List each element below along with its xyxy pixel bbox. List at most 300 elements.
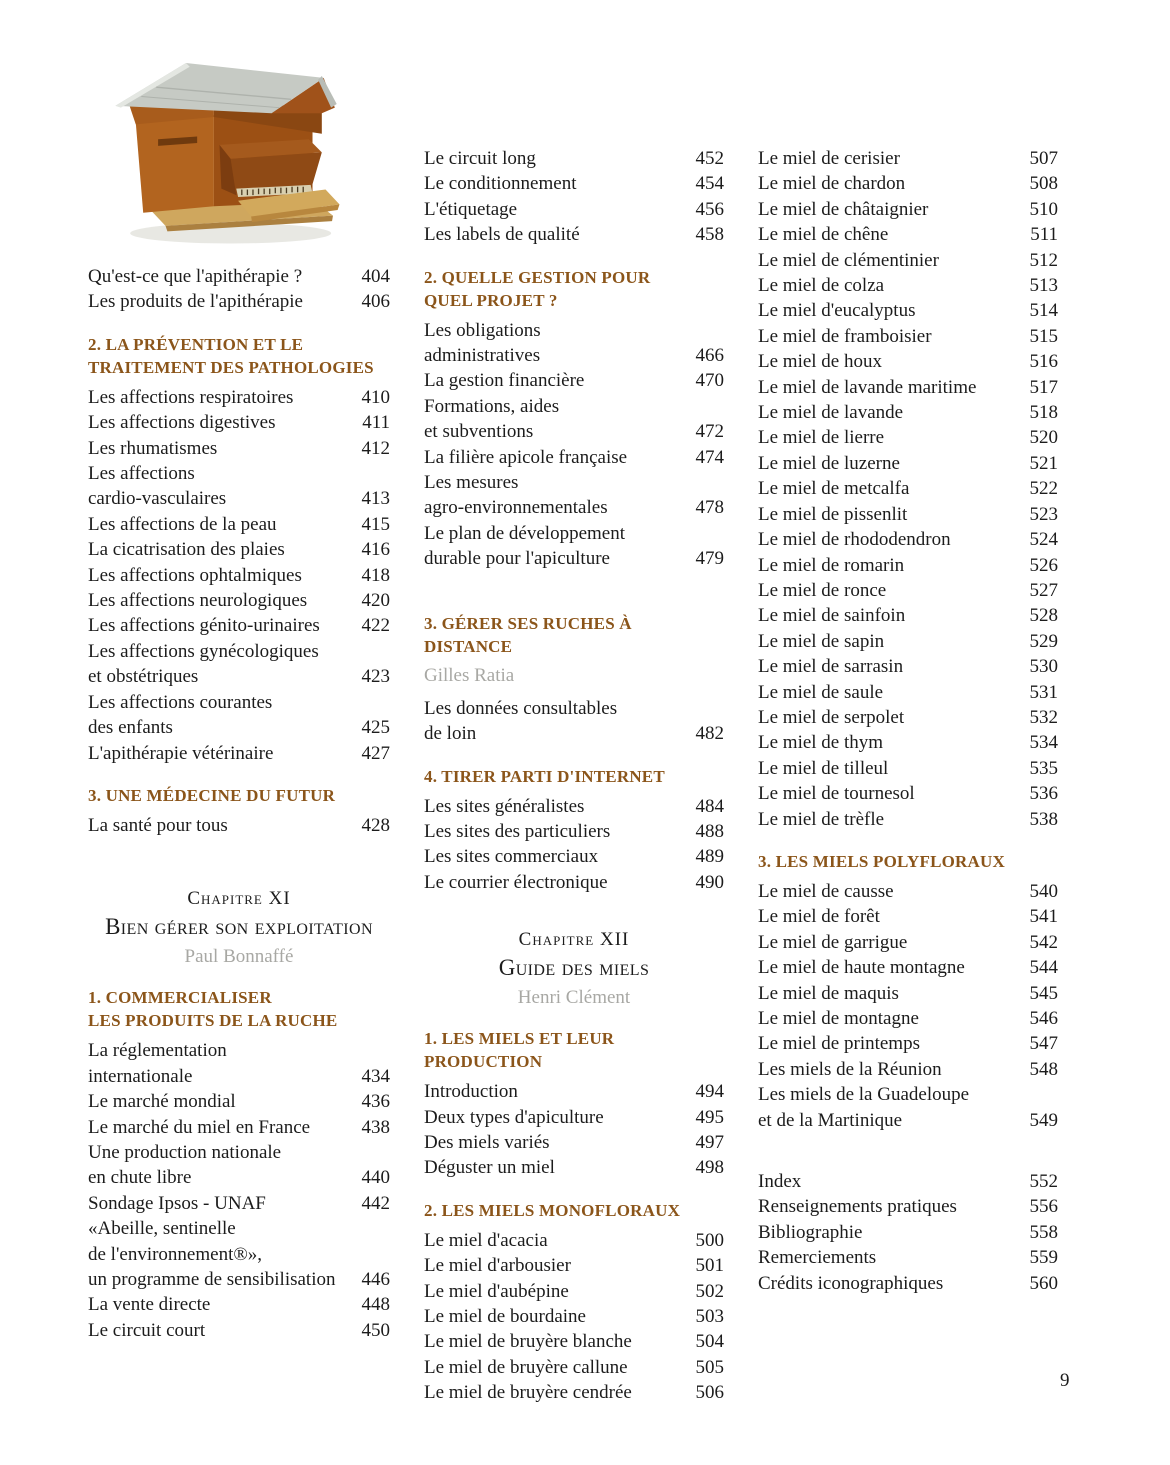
toc-entry-row (758, 248, 1058, 273)
toc-entry-label: Le miel de causse (758, 880, 894, 902)
section-heading-line: 1. LES MIELS ET LEUR PRODUCTION (424, 1029, 615, 1072)
toc-entry-page: 512 (1029, 249, 1058, 271)
toc-entry-label: Le circuit court (88, 1319, 206, 1341)
toc-entry-page: 472 (695, 421, 724, 443)
toc-entry-label: agro-environnementales (424, 497, 608, 519)
toc-entry-row (758, 629, 1058, 654)
toc-entry-row (424, 546, 724, 571)
toc-entry-label: Le miel de bruyère cendrée (424, 1382, 632, 1404)
toc-entry-label: Index (758, 1171, 802, 1193)
toc-entry-row (758, 730, 1058, 755)
toc-entry-row (88, 813, 390, 838)
toc-entry-page: 428 (361, 814, 390, 836)
toc-entry-page: 422 (361, 615, 390, 637)
toc-entry-page: 534 (1029, 732, 1058, 754)
toc-entry-row (758, 222, 1058, 247)
toc-entry-label: de l'environnement®», (88, 1243, 263, 1265)
toc-entry-page: 545 (1029, 982, 1058, 1004)
section-heading (88, 986, 390, 1032)
toc-entry-page: 418 (361, 564, 390, 586)
toc-entry-label: Le miel de chêne (758, 224, 889, 246)
toc-entry-label: Les miels de la Guadeloupe (758, 1084, 970, 1106)
chapter-title: Guide des miels (498, 955, 650, 981)
toc-entry-label: Le miel de saule (758, 681, 884, 703)
toc-entry-label: Le miel de cerisier (758, 148, 900, 169)
toc-entry-page: 452 (695, 148, 724, 169)
column-left (88, 50, 390, 1343)
section-heading-line: 4. TIRER PARTI D'INTERNET (424, 766, 665, 786)
toc-entry-row (758, 781, 1058, 806)
toc-entry-page: 548 (1029, 1058, 1058, 1080)
toc-entry-row (758, 476, 1058, 501)
spacer (424, 572, 724, 594)
toc-entry-page: 535 (1029, 757, 1058, 779)
toc-entry-label: Le miel de lierre (758, 427, 885, 449)
toc-entry-row (88, 1216, 390, 1241)
toc-entry-row (88, 385, 390, 410)
toc-entry-label: Les sites commerciaux (424, 846, 599, 868)
toc-entry-page: 503 (695, 1305, 724, 1327)
toc-entry-page: 498 (695, 1157, 724, 1179)
toc-entry-page: 494 (695, 1081, 724, 1103)
toc-entry-label: Le miel de sapin (758, 630, 885, 652)
toc-entry-row (424, 1304, 724, 1329)
toc-entry-label: Sondage Ipsos - UNAF (88, 1192, 266, 1214)
toc-entry-page: 434 (361, 1065, 390, 1087)
toc-entry-page: 527 (1029, 579, 1058, 601)
toc-entry-page: 474 (695, 446, 724, 468)
toc-entry-group (758, 146, 1058, 832)
toc-entry-row (758, 981, 1058, 1006)
toc-entry-row (424, 368, 724, 393)
toc-entry-label: Les affections ophtalmiques (88, 564, 302, 586)
toc-entry-label: Le miel de bourdaine (424, 1305, 586, 1327)
chapter-block (424, 929, 724, 1009)
toc-entry-label: Le miel d'aubépine (424, 1280, 569, 1302)
toc-entry-row (424, 1130, 724, 1155)
toc-entry-row (88, 1089, 390, 1114)
toc-entry-page: 436 (361, 1091, 390, 1113)
toc-entry-label: Le circuit long (424, 148, 536, 169)
toc-entry-page: 415 (361, 513, 390, 535)
toc-entry-label: Les affections de la peau (88, 513, 277, 535)
toc-entry-page: 406 (361, 291, 390, 313)
toc-entry-group (424, 794, 724, 896)
toc-entry-page: 470 (695, 370, 724, 392)
toc-entry-page: 510 (1029, 198, 1058, 220)
toc-entry-page: 484 (695, 795, 724, 817)
spacer (88, 838, 390, 868)
toc-entry-page: 529 (1029, 630, 1058, 652)
section-heading (424, 266, 724, 312)
toc-entry-label: Le miel d'arbousier (424, 1255, 571, 1277)
toc-entry-label: La réglementation (88, 1040, 227, 1062)
toc-entry-page: 490 (695, 871, 724, 893)
toc-entry-page: 466 (695, 345, 724, 367)
toc-entry-page: 454 (695, 173, 724, 195)
toc-entry-row (88, 1165, 390, 1190)
toc-entry-page: 442 (361, 1192, 390, 1214)
toc-entry-group (88, 1038, 390, 1343)
toc-entry-row (88, 588, 390, 613)
toc-entry-row (758, 1271, 1058, 1296)
toc-entry-page: 540 (1029, 880, 1058, 902)
toc-entry-page: 410 (361, 386, 390, 408)
toc-entry-row (424, 1253, 724, 1278)
column-middle (424, 146, 724, 1406)
toc-entry-page: 505 (695, 1356, 724, 1378)
toc-entry-page: 544 (1029, 957, 1058, 979)
toc-entry-row (758, 1220, 1058, 1245)
toc-entry-row (424, 844, 724, 869)
toc-entry-page: 515 (1029, 325, 1058, 347)
toc-entry-label: Le miel de sarrasin (758, 656, 904, 678)
toc-entry-page: 530 (1029, 656, 1058, 678)
chapter-kicker: Chapitre XI (187, 888, 291, 910)
toc-entry-label: Le marché du miel en France (88, 1116, 311, 1138)
toc-entry-page: 541 (1029, 906, 1058, 928)
toc-entry-label: La filière apicole française (424, 446, 628, 468)
toc-entry-page: 560 (1029, 1272, 1058, 1294)
toc-entry-label: Le miel de garrigue (758, 931, 908, 953)
toc-entry-label: Le miel de houx (758, 351, 882, 373)
toc-entry-row (424, 1279, 724, 1304)
section-heading (424, 612, 724, 658)
toc-entry-row (424, 445, 724, 470)
toc-entry-row (424, 419, 724, 444)
toc-entry-page: 448 (361, 1294, 390, 1316)
toc-entry-label: Le miel de metcalfa (758, 478, 910, 500)
beehive-illustration (100, 50, 352, 250)
toc-entry-row (88, 715, 390, 740)
toc-entry-page: 546 (1029, 1008, 1058, 1029)
toc-entry-row (758, 1006, 1058, 1031)
toc-entry-group (88, 813, 390, 838)
toc-entry-label: Le marché mondial (88, 1091, 236, 1113)
toc-entry-label: Les labels de qualité (424, 224, 580, 246)
toc-entry-page: 526 (1029, 554, 1058, 576)
toc-entry-row (88, 690, 390, 715)
toc-entry-label: La vente directe (88, 1294, 211, 1316)
toc-entry-row (424, 521, 724, 546)
toc-entry-row (758, 553, 1058, 578)
toc-entry-row (758, 654, 1058, 679)
toc-entry-page: 500 (695, 1229, 724, 1251)
toc-entry-page: 532 (1029, 706, 1058, 728)
toc-entry-page: 412 (361, 437, 390, 459)
toc-entry-row (88, 410, 390, 435)
author-line: Gilles Ratia (424, 664, 515, 686)
toc-entry-page: 416 (361, 539, 390, 561)
spacer (424, 688, 724, 696)
toc-entry-group (424, 1079, 724, 1181)
toc-entry-group (758, 1169, 1058, 1296)
chapter-kicker: Chapitre XII (518, 929, 630, 951)
toc-entry-row (88, 512, 390, 537)
toc-entry-page: 521 (1029, 452, 1058, 474)
toc-entry-page: 425 (361, 717, 390, 739)
toc-entry-label: Le miel de tilleul (758, 757, 889, 779)
toc-entry-label: Le miel de lavande maritime (758, 376, 977, 398)
toc-entry-label: Remerciements (758, 1247, 877, 1269)
toc-entry-label: Renseignements pratiques (758, 1196, 957, 1218)
toc-entry-page: 547 (1029, 1033, 1058, 1055)
toc-entry-row (424, 1228, 724, 1253)
toc-entry-row (424, 1155, 724, 1180)
toc-entry-label: Les affections digestives (88, 412, 276, 434)
toc-entry-row (88, 639, 390, 664)
toc-entry-label: Les mesures (424, 472, 519, 494)
toc-entry-page: 456 (695, 198, 724, 220)
toc-entry-label: Le miel de haute montagne (758, 957, 965, 979)
toc-entry-row (758, 879, 1058, 904)
toc-entry-row (758, 955, 1058, 980)
toc-entry-page: 504 (695, 1331, 724, 1353)
section-heading-line: TRAITEMENT DES PATHOLOGIES (88, 357, 374, 377)
toc-entry-page: 497 (695, 1131, 724, 1153)
toc-entry-page: 446 (361, 1268, 390, 1290)
chapter-title: Bien gérer son exploitation (105, 914, 373, 940)
toc-entry-label: internationale (88, 1065, 193, 1087)
toc-entry-row (758, 273, 1058, 298)
toc-entry-page: 536 (1029, 783, 1058, 805)
toc-entry-row (88, 1318, 390, 1343)
section-heading (424, 1027, 724, 1073)
toc-entry-label: de loin (424, 723, 477, 745)
toc-entry-page: 423 (361, 666, 390, 688)
toc-entry-page: 488 (695, 820, 724, 842)
section-heading-line: 2. LA PRÉVENTION ET LE (88, 334, 304, 354)
toc-entry-row (424, 1105, 724, 1130)
toc-entry-label: Le miel de rhododendron (758, 529, 951, 551)
toc-entry-row (88, 289, 390, 314)
toc-entry-label: Le miel de framboisier (758, 325, 932, 347)
toc-entry-page: 482 (695, 723, 724, 745)
toc-entry-page: 559 (1029, 1247, 1058, 1269)
toc-entry-label: Qu'est-ce que l'apithérapie ? (88, 266, 303, 287)
toc-entry-row (88, 741, 390, 766)
toc-entry-page: 411 (362, 412, 390, 434)
toc-entry-row (88, 1191, 390, 1216)
toc-entry-row (88, 486, 390, 511)
toc-entry-label: Les affections (88, 463, 195, 485)
toc-entry-label: Introduction (424, 1081, 518, 1103)
toc-entry-label: Le miel de tournesol (758, 783, 915, 805)
toc-entry-row (758, 400, 1058, 425)
toc-entry-row (758, 930, 1058, 955)
toc-entry-page: 520 (1029, 427, 1058, 449)
section-heading (88, 784, 390, 807)
toc-entry-page: 489 (695, 846, 724, 868)
section-heading (758, 850, 1058, 873)
section-heading-line: 2. LES MIELS MONOFLORAUX (424, 1200, 681, 1220)
toc-entry-label: Des miels variés (424, 1131, 550, 1153)
toc-entry-page: 506 (695, 1382, 724, 1404)
toc-entry-row (758, 451, 1058, 476)
toc-entry-row (88, 1267, 390, 1292)
toc-entry-label: Le courrier électronique (424, 871, 608, 893)
toc-entry-row (424, 1079, 724, 1104)
toc-entry-label: administratives (424, 345, 541, 367)
toc-entry-row (88, 1292, 390, 1317)
toc-entry-page: 524 (1029, 529, 1058, 551)
toc-entry-row (424, 794, 724, 819)
section-heading-line: 2. QUELLE GESTION POUR (424, 267, 651, 287)
toc-entry-label: L'apithérapie vétérinaire (88, 742, 274, 764)
toc-entry-row (758, 527, 1058, 552)
toc-entry-label: Une production nationale (88, 1141, 282, 1163)
toc-entry-page: 479 (695, 548, 724, 570)
section-heading (88, 333, 390, 379)
toc-entry-row (424, 470, 724, 495)
toc-entry-label: Les produits de l'apithérapie (88, 291, 303, 313)
toc-entry-page: 513 (1029, 275, 1058, 297)
toc-entry-label: cardio-vasculaires (88, 488, 227, 510)
toc-entry-label: Les données consultables (424, 697, 618, 719)
toc-entry-row (88, 436, 390, 461)
toc-entry-page: 478 (695, 497, 724, 519)
toc-entry-page: 538 (1029, 808, 1058, 830)
section-heading (424, 765, 724, 788)
toc-entry-row (88, 1038, 390, 1063)
toc-entry-row (758, 756, 1058, 781)
toc-entry-row (758, 324, 1058, 349)
toc-entry-row (88, 264, 390, 289)
toc-entry-label: «Abeille, sentinelle (88, 1218, 236, 1240)
toc-entry-label: Les rhumatismes (88, 437, 218, 459)
column-right (758, 146, 1058, 1296)
toc-entry-label: Les affections neurologiques (88, 590, 308, 612)
chapter-author: Paul Bonnaffé (184, 946, 294, 968)
toc-entry-row (88, 1140, 390, 1165)
toc-entry-page: 404 (361, 266, 390, 287)
toc-entry-row (758, 375, 1058, 400)
toc-entry-label: Le miel de romarin (758, 554, 905, 576)
toc-entry-label: Le miel de clémentinier (758, 249, 939, 271)
toc-entry-label: Le miel de chardon (758, 173, 906, 195)
toc-entry-row (424, 1355, 724, 1380)
toc-entry-label: L'étiquetage (424, 198, 518, 220)
toc-entry-row (88, 1115, 390, 1140)
beehive-photo (100, 50, 352, 250)
toc-entry-page: 516 (1029, 351, 1058, 373)
section-heading-line: 3. GÉRER SES RUCHES À DISTANCE (424, 613, 632, 656)
toc-entry-page: 511 (1030, 224, 1058, 246)
toc-entry-row (424, 394, 724, 419)
toc-entry-row (424, 1380, 724, 1405)
toc-entry-row (758, 197, 1058, 222)
toc-entry-label: un programme de sensibilisation (88, 1268, 336, 1290)
toc-entry-label: La gestion financière (424, 370, 585, 392)
chapter-author: Henri Clément (517, 987, 631, 1009)
toc-entry-group (424, 696, 724, 747)
toc-entry-row (88, 1242, 390, 1267)
toc-entry-page: 413 (361, 488, 390, 510)
toc-entry-label: Formations, aides (424, 395, 560, 417)
toc-entry-label: Le conditionnement (424, 173, 577, 195)
toc-entry-page: 450 (361, 1319, 390, 1341)
toc-entry-label: Le miel de maquis (758, 982, 899, 1004)
toc-entry-row (88, 563, 390, 588)
toc-entry-label: Déguster un miel (424, 1157, 555, 1179)
toc-entry-page: 522 (1029, 478, 1058, 500)
toc-entry-row (424, 721, 724, 746)
toc-entry-group (424, 318, 724, 572)
toc-entry-row (424, 343, 724, 368)
toc-entry-page: 542 (1029, 931, 1058, 953)
toc-entry-row (758, 1194, 1058, 1219)
toc-entry-label: Le miel de forêt (758, 906, 880, 928)
toc-entry-label: Le miel de châtaignier (758, 198, 929, 220)
toc-entry-row (758, 578, 1058, 603)
toc-entry-label: et de la Martinique (758, 1109, 903, 1131)
toc-entry-group (758, 879, 1058, 1133)
toc-entry-label: Les sites généralistes (424, 795, 585, 817)
toc-entry-row (758, 807, 1058, 832)
toc-entry-row (88, 613, 390, 638)
toc-entry-label: Deux types d'apiculture (424, 1106, 604, 1128)
toc-entry-row (424, 495, 724, 520)
toc-entry-page: 458 (695, 224, 724, 246)
toc-entry-group (88, 385, 390, 766)
toc-entry-label: Crédits iconographiques (758, 1272, 944, 1294)
toc-entry-page: 495 (695, 1106, 724, 1128)
toc-entry-label: Le miel de thym (758, 732, 884, 754)
section-heading (424, 1199, 724, 1222)
toc-entry-label: Les miels de la Réunion (758, 1058, 942, 1080)
toc-entry-label: Les affections courantes (88, 691, 273, 713)
toc-entry-row (758, 502, 1058, 527)
toc-entry-page: 556 (1029, 1196, 1058, 1218)
section-heading-line: 3. LES MIELS POLYFLORAUX (758, 851, 1005, 871)
toc-entry-row (758, 171, 1058, 196)
toc-entry-row (758, 1169, 1058, 1194)
spacer (424, 895, 724, 909)
toc-entry-page: 518 (1029, 402, 1058, 424)
toc-entry-label: Le plan de développement (424, 522, 626, 544)
toc-entry-label: Le miel de lavande (758, 402, 904, 424)
toc-entry-row (758, 1057, 1058, 1082)
toc-entry-label: Le miel de montagne (758, 1008, 919, 1029)
toc-entry-label: Le miel de sainfoin (758, 605, 906, 627)
toc-entry-label: Les affections génito-urinaires (88, 615, 320, 637)
toc-entry-row (758, 1245, 1058, 1270)
toc-entry-page: 440 (361, 1167, 390, 1189)
toc-entry-label: Les affections respiratoires (88, 386, 294, 408)
toc-entry-label: et obstétriques (88, 666, 199, 688)
toc-entry-page: 552 (1029, 1171, 1058, 1193)
toc-entry-page: 508 (1029, 173, 1058, 195)
toc-entry-row (424, 696, 724, 721)
toc-entry-label: Le miel de luzerne (758, 452, 900, 474)
toc-entry-page: 558 (1029, 1221, 1058, 1243)
toc-entry-row (758, 146, 1058, 171)
toc-entry-page: 502 (695, 1280, 724, 1302)
toc-entry-row (424, 318, 724, 343)
toc-entry-label: durable pour l'apiculture (424, 548, 610, 570)
toc-entry-page: 427 (361, 742, 390, 764)
toc-entry-group (424, 146, 724, 248)
section-heading-line: QUEL PROJET ? (424, 290, 558, 310)
toc-entry-row (424, 1329, 724, 1354)
toc-entry-page: 438 (361, 1116, 390, 1138)
spacer (758, 1133, 1058, 1169)
toc-entry-label: La cicatrisation des plaies (88, 539, 285, 561)
toc-entry-row (758, 1031, 1058, 1056)
toc-entry-row (424, 171, 724, 196)
section-heading-line: 3. UNE MÉDECINE DU FUTUR (88, 785, 336, 805)
toc-entry-row (424, 146, 724, 171)
